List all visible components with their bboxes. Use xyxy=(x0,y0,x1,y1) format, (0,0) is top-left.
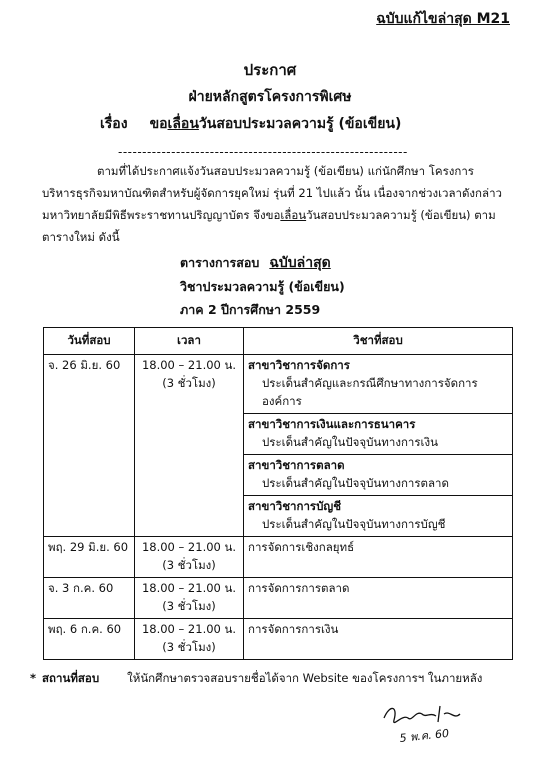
row-date: พฤ. 6 ก.ค. 60 xyxy=(44,619,135,660)
subject-topic: ประเด็นสำคัญในปัจจุบันทางการเงิน xyxy=(262,435,438,449)
subject-cell xyxy=(244,455,513,496)
subject-cell: การจัดการเชิงกลยุทธ์ xyxy=(244,537,513,578)
subject-cell: การจัดการการเงิน xyxy=(244,619,513,660)
department-name: ฝ่ายหลักสูตรโครงการพิเศษ xyxy=(188,89,352,105)
time-duration: (3 ชั่วโมง) xyxy=(162,599,216,613)
body-part1: ตามที่ได้ประกาศแจ้งวันสอบประมวลความรู้ (ข้อเขียน) แก่นักศึกษา โครงการบริหารธุรกิจมหาบัณฑิตสำหรับผู้จัดการยุคใหม่ รุ่นที่ 21 ไปแล้ว นั้น เนื่องจากช่วงเวลาดังกล่าว มหาวิทยาลัยมีพิธีพระราชทานปริญญาบัตร จึงขอ xyxy=(42,164,502,222)
exam-location-note xyxy=(30,670,482,688)
note-asterisk: * xyxy=(30,671,37,685)
schedule-label: ตารางการสอบ xyxy=(180,255,260,270)
schedule-term: ภาค 2 ปีการศึกษา 2559 xyxy=(180,302,321,317)
header-time: เวลา xyxy=(135,328,244,355)
time-duration: (3 ชั่วโมง) xyxy=(162,640,216,654)
version-label: ฉบับแก้ไขล่าสุด M21 xyxy=(376,11,510,27)
subject-major: สาขาวิชาการตลาด xyxy=(248,458,345,472)
subject-cell xyxy=(244,414,513,455)
row-date: พฤ. 29 มิ.ย. 60 xyxy=(44,537,135,578)
row-date: จ. 3 ก.ค. 60 xyxy=(44,578,135,619)
subject-label: เรื่อง xyxy=(100,116,128,132)
time-range: 18.00 – 21.00 น. xyxy=(141,358,237,372)
announcement-title: ประกาศ xyxy=(243,61,297,79)
note-label: สถานที่สอบ xyxy=(42,671,100,685)
subject-major: สาขาวิชาการเงินและการธนาคาร xyxy=(248,417,416,431)
schedule-subject: วิชาประมวลความรู้ (ข้อเขียน) xyxy=(180,279,345,294)
row-time xyxy=(135,578,244,619)
table-header-row xyxy=(44,328,513,355)
note-text: ให้นักศึกษาตรวจสอบรายชื่อได้จาก Website ของโครงการฯ ในภายหลัง xyxy=(127,671,483,685)
signature-date: 5 พ.ค. 60 xyxy=(398,726,450,745)
subject-cell xyxy=(244,496,513,537)
table-row xyxy=(44,578,513,619)
time-range: 18.00 – 21.00 น. xyxy=(141,581,237,595)
row-time xyxy=(135,537,244,578)
subject-rest: วันสอบประมวลความรู้ (ข้อเขียน) xyxy=(198,116,402,132)
header-subject: วิชาที่สอบ xyxy=(244,328,513,355)
subject-major: สาขาวิชาการจัดการ xyxy=(248,358,350,372)
subject-line xyxy=(100,113,401,135)
body-paragraph xyxy=(42,160,512,248)
exam-schedule-table xyxy=(43,327,513,660)
divider: ------------------------------------------------------------ xyxy=(118,145,408,159)
subject-underlined: เลื่อน xyxy=(167,116,199,132)
table-row xyxy=(44,537,513,578)
subject-major: สาขาวิชาการบัญชี xyxy=(248,499,342,513)
subject-prefix: ขอ xyxy=(149,116,168,132)
header-date: วันที่สอบ xyxy=(44,328,135,355)
subject-topic: ประเด็นสำคัญและกรณีศึกษาทางการจัดการองค์การ xyxy=(262,376,478,408)
time-range: 18.00 – 21.00 น. xyxy=(141,622,237,636)
body-part2: วันสอบประมวลความรู้ (ข้อเขียน) ตามตารางใหม่ ดังนี้ xyxy=(42,208,496,244)
table-row xyxy=(44,619,513,660)
time-duration: (3 ชั่วโมง) xyxy=(162,558,216,572)
body-underlined: เลื่อน xyxy=(280,208,307,222)
row-time xyxy=(135,619,244,660)
schedule-heading xyxy=(180,252,331,274)
time-duration: (3 ชั่วโมง) xyxy=(162,376,216,390)
row-time xyxy=(135,355,244,537)
time-range: 18.00 – 21.00 น. xyxy=(141,540,237,554)
subject-cell: การจัดการการตลาด xyxy=(244,578,513,619)
latest-badge: ฉบับล่าสุด xyxy=(269,255,331,271)
subject-topic: ประเด็นสำคัญในปัจจุบันทางการตลาด xyxy=(262,476,449,490)
subject-topic: ประเด็นสำคัญในปัจจุบันทางการบัญชี xyxy=(262,517,446,531)
handwritten-signature xyxy=(380,700,490,750)
subject-cell xyxy=(244,355,513,414)
table-row xyxy=(44,355,513,414)
row-date: จ. 26 มิ.ย. 60 xyxy=(44,355,135,537)
